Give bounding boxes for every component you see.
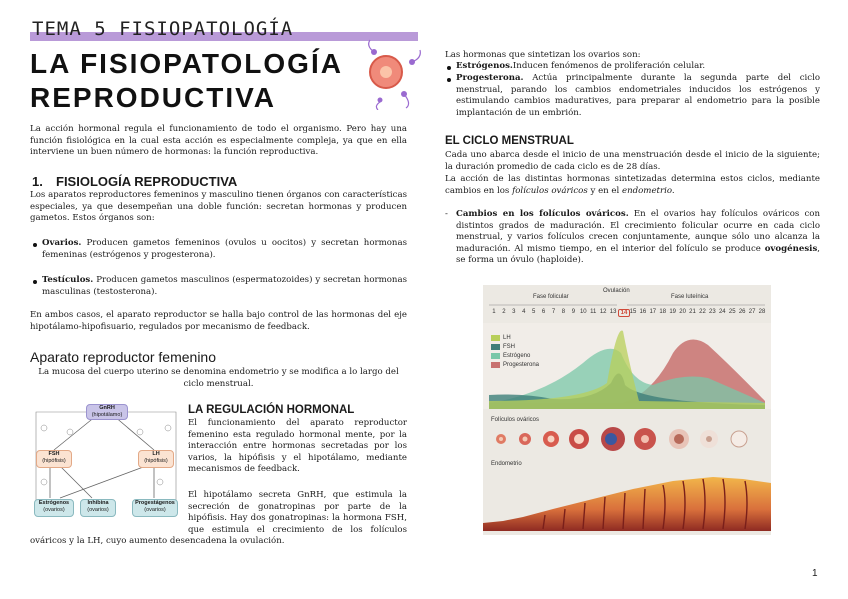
progesterona-item: [456, 73, 820, 119]
day-label: 13: [609, 309, 617, 315]
day-label: 17: [649, 309, 657, 315]
day-label: 27: [748, 309, 756, 315]
dash-marker: -: [445, 209, 448, 219]
legend-item: [491, 353, 539, 359]
legend-label: Progesterona: [503, 362, 540, 368]
intro-paragraph: La acción hormonal regula el funcionamiento de todo el organismo. Pero hay una función fisiológica en la cual esta acción es especialmente compleja, ya que en ella interviene un buen número de hormonas: la función reproductiva.: [30, 124, 407, 158]
inhibina-sub: (ovarios): [87, 507, 109, 513]
day-label: 28: [758, 309, 766, 315]
ciclo-p2-b: y en el: [590, 185, 620, 196]
progestagenos-label: Progestágenos: [135, 500, 175, 506]
bullet-dot: [33, 280, 37, 284]
estrogenos-item: [456, 61, 820, 73]
day-label: 25: [728, 309, 736, 315]
regulacion-p1: El funcionamiento del aparato reproductor femenino esta regulado hormonal mente, por la interacción entre hormonas secretadas por los varios, la hipófisis y el hipotálamo, mediante mecanismos de feedback.: [188, 418, 407, 475]
legend-swatch: [491, 362, 500, 368]
day-row: [489, 309, 767, 321]
legend-item: [491, 335, 539, 341]
aparato-title: Aparato reproductor femenino: [30, 349, 216, 365]
regulacion-p2-text: El hipotálamo secreta GnRH, que estimula la secreción de gonatropinas por parte de la hipófisis. Hay dos gonatropinas: la hormona FSH, que estimula el crecimiento de los folículos ováricos y la LH, cuyo aumento desencadena la ovulación.: [30, 490, 407, 547]
day-label: 2: [502, 309, 506, 315]
fsh-sub: (hipófisis): [42, 458, 66, 464]
day-label: 22: [699, 309, 706, 315]
ciclo-p2: [445, 174, 820, 197]
progestagenos-sub: (ovarios): [144, 507, 166, 513]
foliculos-label: Folículos ováricos: [491, 417, 540, 423]
bullet-dot: [447, 78, 451, 82]
regulacion-p2: [30, 490, 407, 548]
ciclo-title: EL CICLO MENSTRUAL: [445, 135, 574, 147]
testiculos-item: [42, 275, 407, 298]
ovarios-hormonas-intro: Las hormonas que sintetizan los ovarios son:: [445, 50, 641, 60]
endometrio-label: Endometrio: [491, 461, 522, 467]
legend-label: Estrógeno: [503, 353, 531, 359]
menstrual-cycle-figure: [483, 285, 771, 535]
day-label: 9: [571, 309, 576, 315]
cambios-term: Cambios en los folículos ováricos.: [456, 209, 629, 219]
page-title-line2: REPRODUCTIVA: [30, 82, 276, 113]
ciclo-p2-a: La acción de las distintas hormonas sintetizadas determina estos ciclos, mediante cambios en los: [445, 174, 820, 196]
section1-text: Los aparatos reproductores femeninos y masculino tienen órganos con características especiales, ya que desempeñan una doble función: secretan hormonas y producen gametos. Estos órganos son:: [30, 190, 407, 224]
fase-folicular-label: Fase folicular: [533, 294, 569, 300]
tema-label: TEMA 5 FISIOPATOLOGÍA: [32, 18, 294, 40]
section1-closing: En ambos casos, el aparato reproductor se halla bajo control de las hormonas del eje hipotálamo-hipofisuario, regulados por mecanismo de feedback.: [30, 310, 407, 332]
page-title-line1: LA FISIOPATOLOGÍA: [30, 48, 343, 79]
day-label: 10: [579, 309, 587, 315]
lh-box: [138, 450, 174, 468]
day-label: 26: [738, 309, 746, 315]
gnrh-box: [86, 404, 128, 420]
cambios-text: En el ovarios hay folículos ováricos con distintos grados de maduración. El crecimiento folicular ocurre en cada ciclo menstrual, y varios folículos crecen conjuntamente, aunque sólo uno alcanza la maduración. Al mismo tiempo, en el interior del folículo se produce: [456, 209, 820, 254]
day-label: 4: [522, 309, 526, 315]
legend-swatch: [491, 353, 500, 359]
legend-item: [491, 344, 539, 350]
legend-label: FSH: [503, 344, 515, 350]
day-label: 24: [718, 309, 726, 315]
fase-luteinica-label: Fase luteínica: [671, 294, 709, 300]
day-label: 6: [541, 309, 546, 315]
inhibina-label: Inhibina: [87, 500, 109, 506]
page-number: 1: [812, 568, 818, 579]
section1-title: FISIOLOGÍA REPRODUCTIVA: [56, 174, 238, 189]
ovarios-term: Ovarios.: [42, 238, 82, 248]
bullet-dot: [447, 66, 451, 70]
lh-label: LH: [152, 451, 160, 457]
progesterona-text: Actúa principalmente durante la segunda parte del ciclo menstrual, parando los cambios endometriales inducidos los estrógenos y estimulando cambios maduratives, para preparar al endometrio para la posible implantación de un embrión.: [456, 73, 820, 118]
ciclo-p1: Cada uno abarca desde el inicio de una menstruación desde el inicio de la siguiente; la duración promedio de cada ciclo es de 28 días.: [445, 150, 820, 172]
ciclo-p2-i2: endometrio.: [622, 185, 675, 196]
day-label: 15: [629, 309, 637, 315]
testiculos-term: Testículos.: [42, 275, 94, 285]
ovarios-item: [42, 238, 407, 261]
ovarios-text: Producen gametos femeninos (ovulos u oocitos) y secretan hormonas femeninas (estrógenos y progesterona).: [42, 238, 407, 260]
day-label: 11: [590, 309, 597, 315]
legend: [491, 335, 539, 371]
day-label: 12: [599, 309, 607, 315]
follicle-row: [483, 425, 771, 453]
cambios-item: [456, 209, 820, 267]
gnrh-sub: (hipotálamo): [91, 412, 123, 418]
testiculos-text: Producen gametos masculinos (espermatozoides) y secretan hormonas masculinas (testosterona).: [42, 275, 408, 297]
day-label: 7: [551, 309, 556, 315]
day-label: 21: [689, 309, 696, 315]
cambios-bold: ovogénesis: [764, 243, 818, 254]
section1-number: 1.: [32, 174, 43, 189]
estrogenos-sub: (ovarios): [43, 507, 65, 513]
day-label: 23: [709, 309, 716, 315]
day-label: 8: [561, 309, 566, 315]
day-label: 16: [639, 309, 647, 315]
regulacion-title: LA REGULACIÓN HORMONAL: [188, 404, 355, 416]
day-label: 3: [512, 309, 516, 315]
ovulacion-label: Ovulación: [603, 288, 630, 294]
aparato-text: La mucosa del cuerpo uterino se denomina endometrio y se modifica a lo largo del ciclo menstrual.: [38, 367, 399, 389]
legend-item: [491, 362, 539, 368]
ciclo-p2-i1: folículos ováricos: [512, 185, 588, 196]
fsh-label: FSH: [48, 451, 60, 457]
day-label: 14: [618, 309, 630, 317]
endometrium-band: [483, 471, 771, 531]
legend-swatch: [491, 344, 500, 350]
estrogenos-text: Inducen fenómenos de proliferación celular.: [512, 61, 706, 71]
lh-sub: (hipófisis): [144, 458, 168, 464]
day-label: 1: [492, 309, 496, 315]
day-label: 19: [669, 309, 676, 315]
bullet-dot: [33, 243, 37, 247]
fsh-box: [36, 450, 72, 468]
cambios-end: , se forma un óvulo (haploide).: [456, 243, 821, 266]
progesterona-term: Progesterona.: [456, 73, 524, 83]
gnrh-label: GnRH: [99, 405, 115, 411]
day-label: 5: [531, 309, 536, 315]
estrogenos-label: Estrógenos: [38, 500, 70, 506]
day-label: 18: [659, 309, 667, 315]
legend-swatch: [491, 335, 500, 341]
day-label: 20: [679, 309, 686, 315]
estrogenos-term: Estrógenos.: [456, 61, 513, 71]
legend-label: LH: [503, 335, 511, 341]
egg-sperm-illustration: [360, 38, 430, 110]
